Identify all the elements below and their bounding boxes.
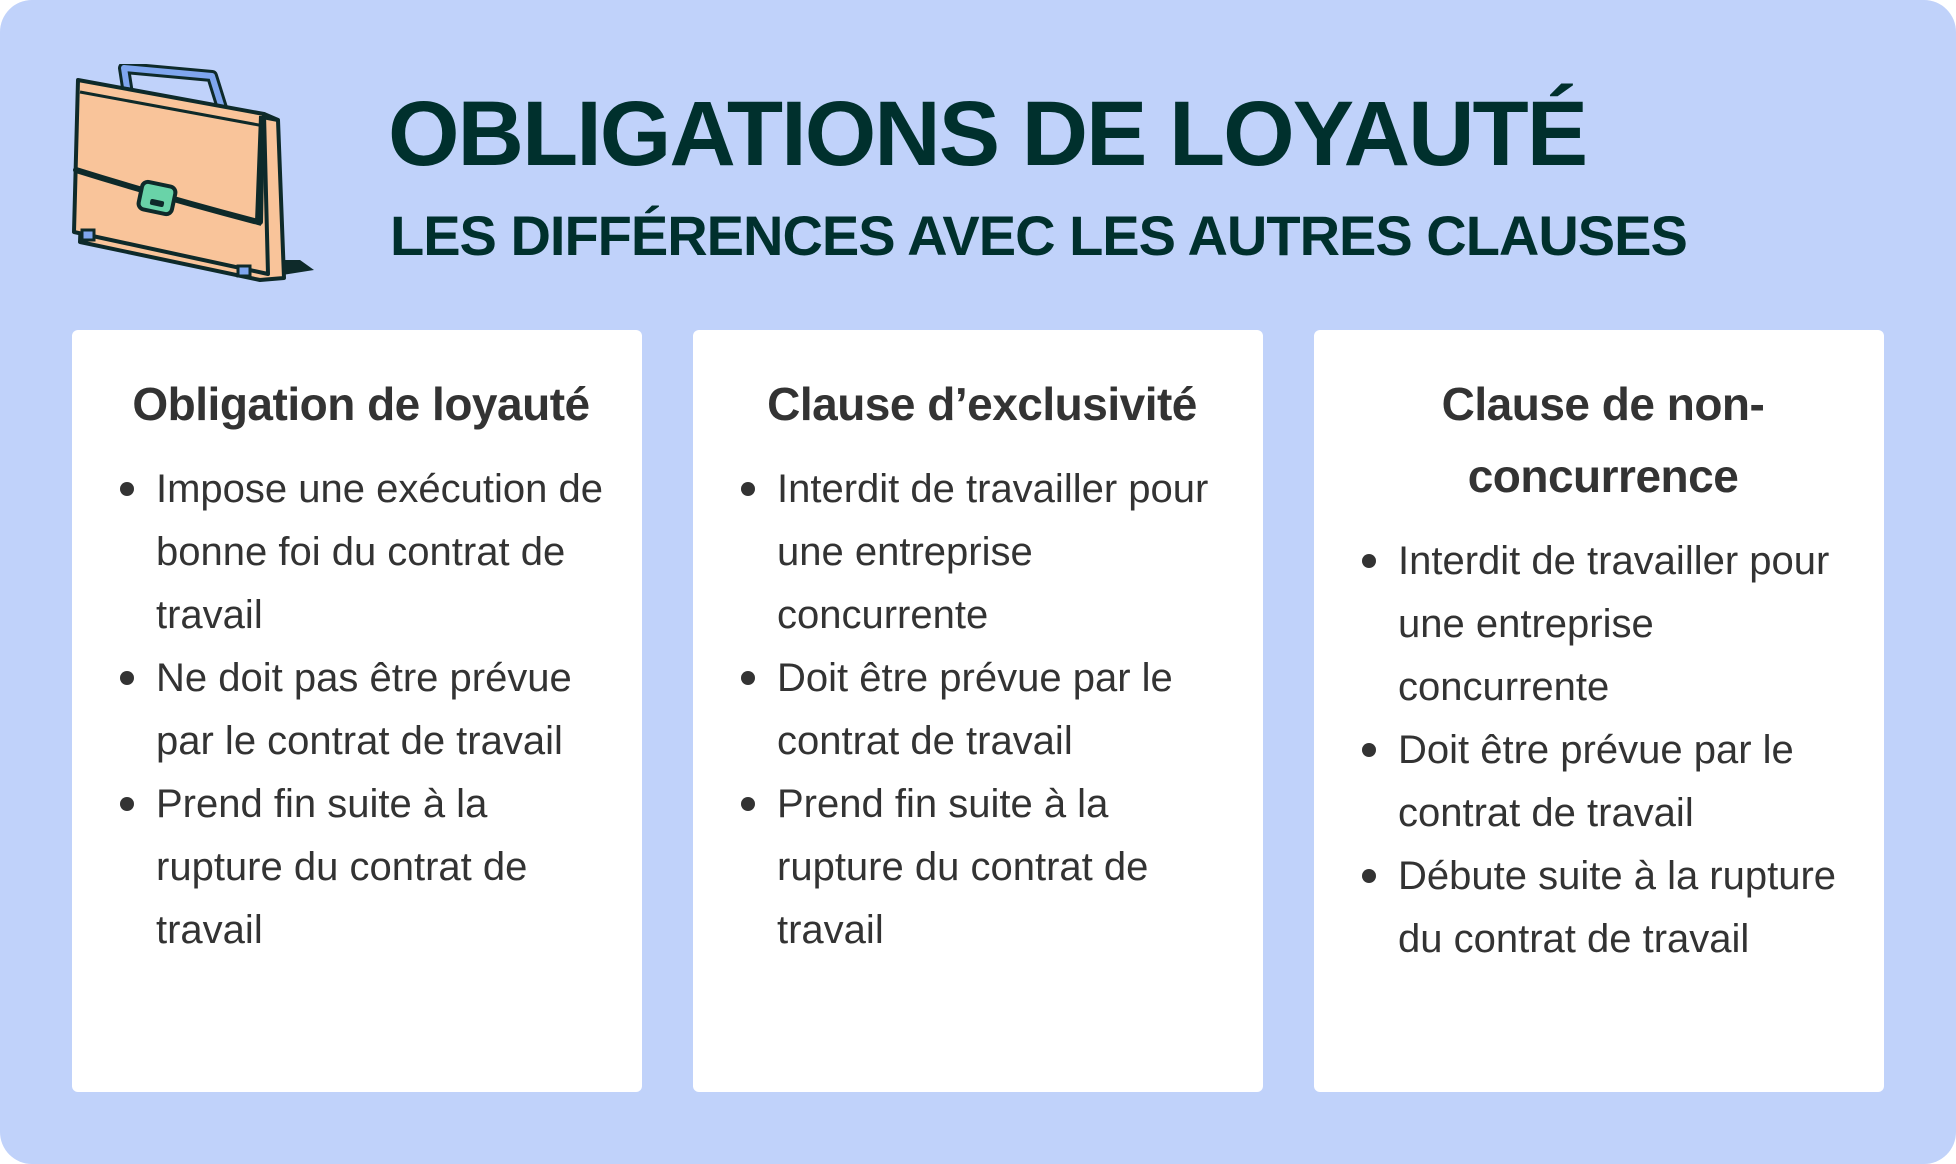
card-clause-exclusivite <box>693 330 1263 1092</box>
list-item <box>114 773 608 962</box>
list-item <box>735 773 1229 962</box>
list-item-text: Impose une exécution de bonne foi du contrat de travail <box>156 467 603 637</box>
list-item-text: Doit être prévue par le contrat de travail <box>1398 728 1794 835</box>
list-item-text: Interdit de travailler pour une entreprise concurrente <box>1398 539 1830 709</box>
bullet-icon <box>1362 554 1376 568</box>
card-bullet-list <box>735 458 1229 962</box>
list-item-text: Interdit de travailler pour une entreprise concurrente <box>777 467 1209 637</box>
card-clause-non-concurrence <box>1314 330 1884 1092</box>
bullet-icon <box>741 797 755 811</box>
bullet-icon <box>120 482 134 496</box>
list-item-text: Ne doit pas être prévue par le contrat de travail <box>156 656 572 763</box>
bullet-icon <box>741 482 755 496</box>
list-item <box>1356 530 1850 719</box>
list-item-text: Prend fin suite à la rupture du contrat de travail <box>156 782 528 952</box>
list-item <box>735 647 1229 773</box>
card-bullet-list <box>114 458 608 962</box>
card-bullet-list <box>1356 530 1850 971</box>
bullet-icon <box>1362 869 1376 883</box>
card-heading: Clause d’exclusivité <box>767 378 1197 430</box>
list-item-text: Prend fin suite à la rupture du contrat de travail <box>777 782 1149 952</box>
page-subtitle: LES DIFFÉRENCES AVEC LES AUTRES CLAUSES <box>390 204 1687 267</box>
bullet-icon <box>1362 743 1376 757</box>
list-item <box>114 458 608 647</box>
card-heading: Clause de non-concurrence <box>1441 378 1765 502</box>
list-item <box>114 647 608 773</box>
bullet-icon <box>120 797 134 811</box>
list-item <box>1356 845 1850 971</box>
list-item-text: Débute suite à la rupture du contrat de travail <box>1398 854 1837 961</box>
list-item <box>1356 719 1850 845</box>
list-item <box>735 458 1229 647</box>
bullet-icon <box>741 671 755 685</box>
list-item-text: Doit être prévue par le contrat de travail <box>777 656 1173 763</box>
page-title: OBLIGATIONS DE LOYAUTÉ <box>388 83 1587 185</box>
card-heading: Obligation de loyauté <box>132 378 590 430</box>
bullet-icon <box>120 671 134 685</box>
card-obligation-de-loyaute <box>72 330 642 1092</box>
briefcase-icon <box>66 64 322 292</box>
